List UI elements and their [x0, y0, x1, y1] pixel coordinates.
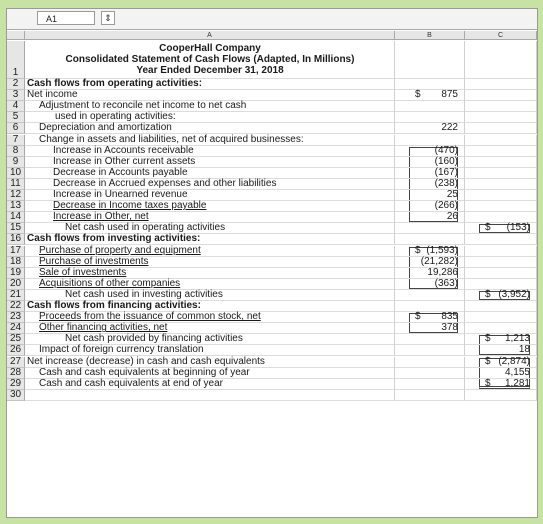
cell-b[interactable]: [395, 390, 465, 401]
cell-c[interactable]: [465, 146, 537, 157]
line-item-label: Decrease in Accounts payable: [53, 166, 188, 178]
cell-value: (160): [434, 155, 458, 167]
line-item-label: Proceeds from the issuance of common stock, net: [39, 311, 261, 323]
currency-symbol: $: [485, 288, 491, 300]
row-header[interactable]: 6: [7, 123, 25, 134]
name-box-stepper-icon[interactable]: ⇕: [101, 11, 115, 25]
cell-c[interactable]: [465, 268, 537, 279]
cell-value: (2,874): [498, 355, 530, 367]
row-header[interactable]: 7: [7, 135, 25, 146]
table-row: [7, 390, 537, 401]
line-item-label: Cash and cash equivalents at end of year: [39, 377, 224, 389]
line-item-label: Sale of investments: [39, 266, 127, 278]
line-item-label: Net income: [27, 89, 78, 101]
row-header[interactable]: 25: [7, 334, 25, 345]
row-header[interactable]: 5: [7, 112, 25, 123]
cell-value: 1,213: [504, 333, 530, 345]
cell-c[interactable]: [465, 390, 537, 401]
table-row: [7, 41, 537, 79]
line-item-label: Net increase (decrease) in cash and cash equivalents: [27, 355, 265, 367]
cell-c[interactable]: [465, 168, 537, 179]
row-header[interactable]: 26: [7, 345, 25, 356]
row-header[interactable]: 8: [7, 146, 25, 157]
cell-c[interactable]: [465, 157, 537, 168]
cell-c[interactable]: [465, 246, 537, 257]
row-header[interactable]: 20: [7, 279, 25, 290]
row-header[interactable]: 24: [7, 323, 25, 334]
line-item-label: Net cash provided by financing activities: [65, 333, 243, 345]
cell-a[interactable]: [25, 390, 395, 401]
row-header[interactable]: 29: [7, 379, 25, 390]
cell-c[interactable]: [465, 112, 537, 123]
line-item-label: Decrease in Accrued expenses and other liabilities: [53, 177, 277, 189]
line-item-label: Impact of foreign currency translation: [39, 344, 204, 356]
row-header[interactable]: 9: [7, 157, 25, 168]
cell-c[interactable]: [465, 123, 537, 134]
cell-b[interactable]: [395, 290, 465, 301]
cell-b[interactable]: [395, 123, 465, 134]
cell-value: 18: [518, 344, 530, 356]
row-header[interactable]: 30: [7, 390, 25, 401]
row-header[interactable]: 21: [7, 290, 25, 301]
row-header[interactable]: 2: [7, 79, 25, 90]
cell-b[interactable]: [395, 279, 465, 290]
row-header[interactable]: 17: [7, 246, 25, 257]
cell-c[interactable]: [465, 201, 537, 212]
column-header-a[interactable]: A: [25, 31, 395, 40]
column-header-b[interactable]: B: [395, 31, 465, 40]
line-item-label: Cash flows from financing activities:: [27, 300, 201, 312]
cell-value: 25: [446, 189, 458, 201]
row-header[interactable]: 12: [7, 190, 25, 201]
row-header[interactable]: 15: [7, 223, 25, 234]
row-header[interactable]: 28: [7, 368, 25, 379]
cell-value: (266): [434, 200, 458, 212]
cell-c[interactable]: [465, 90, 537, 101]
cell-c[interactable]: [465, 41, 537, 79]
cell-c[interactable]: [465, 179, 537, 190]
cell-c[interactable]: [465, 290, 537, 301]
cell-value: 222: [441, 122, 458, 134]
cell-c[interactable]: [465, 312, 537, 323]
cell-value: (153): [506, 222, 530, 234]
row-header[interactable]: 1: [7, 41, 25, 79]
cell-value: (238): [434, 177, 458, 189]
cell-value: 4,155: [504, 366, 530, 378]
cell-b[interactable]: [395, 41, 465, 79]
row-header[interactable]: 18: [7, 257, 25, 268]
cell-c[interactable]: [465, 301, 537, 312]
line-item-label: Cash flows from operating activities:: [27, 78, 203, 90]
cell-value: 875: [441, 89, 458, 101]
line-item-label: used in operating activities:: [55, 111, 176, 123]
cell-value: 26: [446, 211, 458, 223]
cell-c[interactable]: [465, 135, 537, 146]
cell-value: 19,286: [427, 266, 458, 278]
line-item-label: Increase in Other, net: [53, 211, 149, 223]
row-header[interactable]: 22: [7, 301, 25, 312]
row-header[interactable]: 14: [7, 212, 25, 223]
line-item-label: Net cash used in operating activities: [65, 222, 226, 234]
cell-b[interactable]: [395, 101, 465, 112]
line-item-label: Cash and cash equivalents at beginning of year: [39, 366, 250, 378]
cell-c[interactable]: [465, 101, 537, 112]
cell-value: 378: [441, 322, 458, 334]
line-item-label: Purchase of investments: [39, 255, 149, 267]
cell-value: (470): [434, 144, 458, 156]
row-header[interactable]: 10: [7, 168, 25, 179]
cell-c[interactable]: [465, 223, 537, 234]
cell-c[interactable]: [465, 234, 537, 245]
statement-title: Consolidated Statement of Cash Flows (Adapted, In Millions): [65, 54, 355, 65]
cell-value: (167): [434, 166, 458, 178]
line-item-label: Adjustment to reconcile net income to net cash: [39, 100, 247, 112]
cell-value: (3,952): [498, 288, 530, 300]
column-header-row: [7, 31, 537, 40]
cell-c[interactable]: [465, 379, 537, 390]
cell-value: 835: [441, 311, 458, 323]
cell-b[interactable]: [395, 323, 465, 334]
cell-b[interactable]: [395, 379, 465, 390]
currency-symbol: $: [415, 89, 421, 101]
cell-b[interactable]: [395, 212, 465, 223]
currency-symbol: $: [415, 311, 421, 323]
statement-date: Year Ended December 31, 2018: [136, 65, 284, 76]
row-header[interactable]: 23: [7, 312, 25, 323]
line-item-label: Change in assets and liabilities, net of acquired businesses:: [39, 133, 304, 145]
line-item-label: Increase in Unearned revenue: [53, 189, 188, 201]
cell-a[interactable]: [25, 79, 395, 90]
cell-c[interactable]: [465, 257, 537, 268]
line-item-label: Other financing activities, net: [39, 322, 168, 334]
cell-value: (1,593): [426, 244, 458, 256]
currency-symbol: $: [485, 222, 491, 234]
row-header[interactable]: 27: [7, 357, 25, 368]
cell-b[interactable]: [395, 368, 465, 379]
row-header[interactable]: 13: [7, 201, 25, 212]
cell-value: (363): [434, 277, 458, 289]
line-item-label: Cash flows from investing activities:: [27, 233, 201, 245]
currency-symbol: $: [485, 377, 491, 389]
cell-b[interactable]: [395, 357, 465, 368]
cell-a[interactable]: [25, 41, 395, 79]
cell-c[interactable]: [465, 79, 537, 90]
row-header[interactable]: 16: [7, 234, 25, 245]
row-header[interactable]: 19: [7, 268, 25, 279]
line-item-label: Depreciation and amortization: [39, 122, 172, 134]
cell-c[interactable]: [465, 190, 537, 201]
line-item-label: Decrease in Income taxes payable: [53, 200, 207, 212]
line-item-label: Increase in Accounts receivable: [53, 144, 194, 156]
cell-b[interactable]: [395, 345, 465, 356]
cell-b[interactable]: [395, 90, 465, 101]
currency-symbol: $: [415, 244, 421, 256]
currency-symbol: $: [485, 355, 491, 367]
table-row: [7, 379, 537, 390]
row-header[interactable]: 11: [7, 179, 25, 190]
select-all-corner[interactable]: [7, 31, 25, 40]
company-name: CooperHall Company: [159, 43, 261, 54]
cell-b[interactable]: [395, 223, 465, 234]
line-item-label: Acquisitions of other companies: [39, 277, 181, 289]
cell-value: 1,281: [504, 377, 530, 389]
column-header-c[interactable]: C: [465, 31, 537, 40]
spreadsheet-window: [6, 8, 538, 518]
cell-b[interactable]: [395, 334, 465, 345]
name-box[interactable]: A1: [37, 11, 95, 25]
line-item-label: Net cash used in investing activities: [65, 288, 223, 300]
cell-value: (21,282): [420, 255, 458, 267]
cell-a[interactable]: [25, 379, 395, 390]
line-item-label: Purchase of property and equipment: [39, 244, 201, 256]
row-header[interactable]: 4: [7, 101, 25, 112]
currency-symbol: $: [485, 333, 491, 345]
line-item-label: Increase in Other current assets: [53, 155, 196, 167]
formula-bar: [7, 9, 537, 30]
row-header[interactable]: 3: [7, 90, 25, 101]
